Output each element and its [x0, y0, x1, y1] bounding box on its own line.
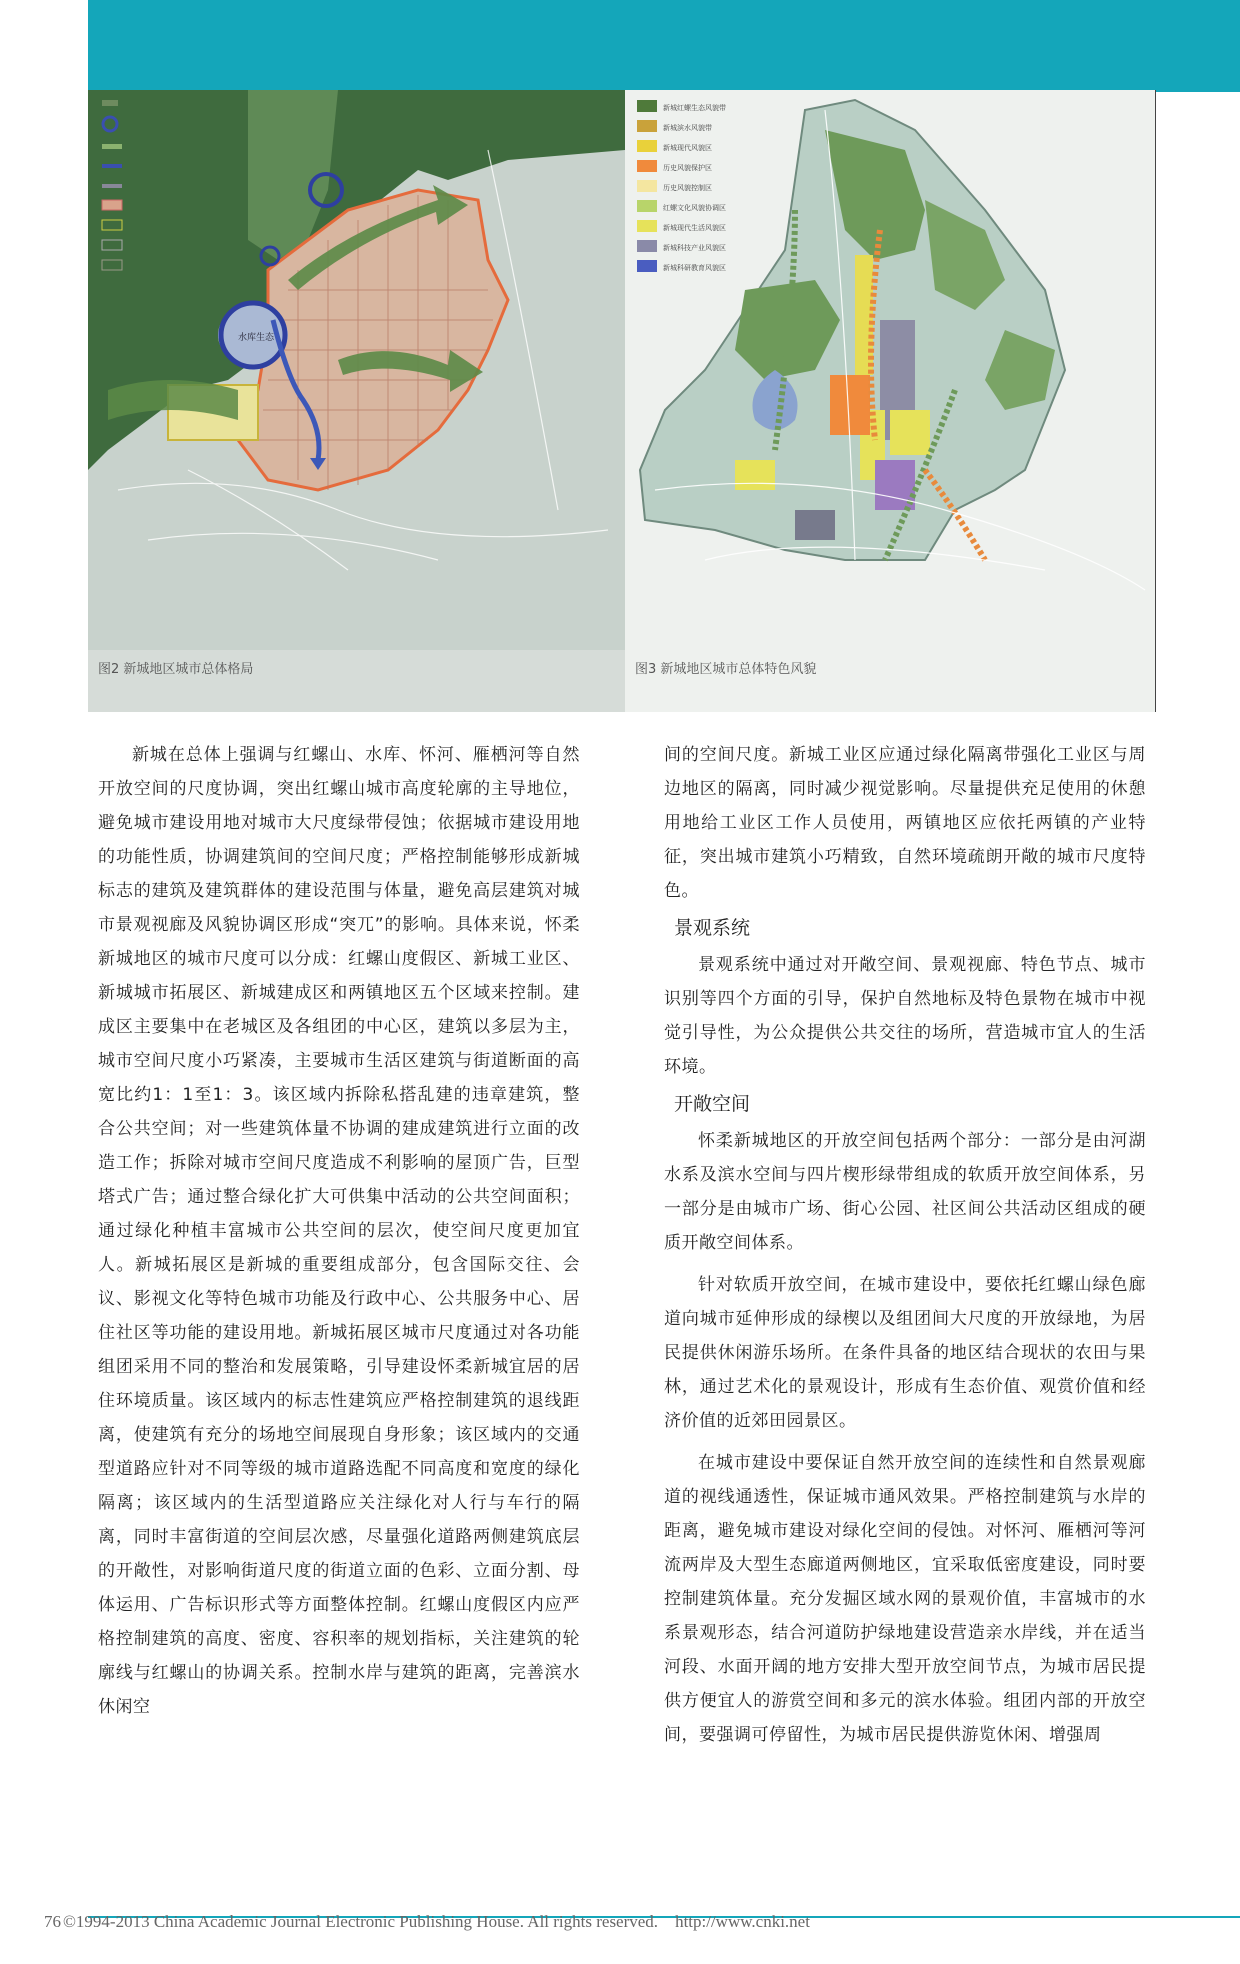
- figure-2-map: [88, 90, 625, 712]
- legend-swatch: [637, 140, 657, 152]
- body-paragraph: 怀柔新城地区的开放空间包括两个部分：一部分是由河湖水系及滨水空间与四片楔形绿带组成的软质开放空间体系，另一部分是由城市广场、街心公园、社区间公共活动区组成的硬质开敞空间体系。: [664, 1131, 1146, 1253]
- legend-label: 历史风貌保护区: [663, 164, 712, 172]
- legend-label: 新城科技产业风貌区: [663, 244, 726, 252]
- legend-swatch: [637, 260, 657, 272]
- legend-swatch: [637, 160, 657, 172]
- figure-3-map: [625, 90, 1155, 712]
- legend-swatch: [637, 180, 657, 192]
- header-color-bar: [88, 0, 1240, 90]
- body-paragraph: 景观系统中通过对开敞空间、景观视廊、特色节点、城市识别等四个方面的引导，保护自然地标及特色景物在城市中视觉引导性，为公众提供公共交往的场所，营造城市宜人的生活环境。: [664, 955, 1146, 1077]
- figure-3-caption: 图3 新城地区城市总体特色风貌: [635, 662, 817, 677]
- paragraph-spacer: [664, 1438, 1146, 1446]
- figure-2-illustration: [88, 90, 625, 712]
- legend-label: 新城科研教育风貌区: [663, 264, 726, 272]
- text-column-right: [664, 738, 1146, 1752]
- body-paragraph: 在城市建设中要保证自然开放空间的连续性和自然景观廊道的视线通透性，保证城市通风效果。严格控制建筑与水岸的距离，避免城市建设对绿化空间的侵蚀。对怀河、雁栖河等河流两岸及大型生态廊道两侧地区，宜采取低密度建设，同时要控制建筑体量。充分发掘区域水网的景观价值，丰富城市的水系景观形态，结合河道防护绿地建设营造亲水岸线，并在适当河段、水面开阔的地方安排大型开放空间节点，为城市居民提供方便宜人的游赏空间和多元的滨水体验。组团内部的开放空间，要强调可停留性，为城市居民提供游览休闲、增强周: [664, 1453, 1146, 1745]
- footer-url[interactable]: http://www.cnki.net: [675, 1912, 810, 1931]
- text-column-left: [98, 738, 580, 1724]
- legend-label: 历史风貌控制区: [663, 184, 712, 192]
- legend-swatch: [637, 100, 657, 112]
- page-number: 76: [44, 1912, 61, 1931]
- legend-label: 新城滨水风貌带: [663, 124, 712, 132]
- legend-swatch: [637, 240, 657, 252]
- legend-swatch: [637, 120, 657, 132]
- body-paragraph: 间的空间尺度。新城工业区应通过绿化隔离带强化工业区与周边地区的隔离，同时减少视觉影响。尽量提供充足使用的休憩用地给工业区工作人员使用，两镇地区应依托两镇的产业特征，突出城市建筑小巧精致，自然环境疏朗开敞的城市尺度特色。: [664, 745, 1146, 901]
- paragraph-spacer: [664, 1260, 1146, 1268]
- section-heading: 开敞空间: [674, 1093, 751, 1115]
- body-paragraph: 针对软质开放空间，在城市建设中，要依托红螺山绿色廊道向城市延伸形成的绿楔以及组团间大尺度的开放绿地，为居民提供休闲游乐场所。在条件具备的地区结合现状的农田与果林，通过艺术化的景观设计，形成有生态价值、观赏价值和经济价值的近郊田园景区。: [664, 1275, 1146, 1431]
- copyright-text: ©1994-2013 China Academic Journal Electronic Publishing House. All rights reserved.: [63, 1912, 659, 1931]
- legend-label: 新城红螺生态风貌带: [663, 104, 726, 112]
- figure-2-caption: 图2 新城地区城市总体格局: [98, 662, 254, 677]
- reservoir-label: 水库生态: [238, 333, 275, 343]
- body-paragraph: 新城在总体上强调与红螺山、水库、怀河、雁栖河等自然开放空间的尺度协调，突出红螺山城市高度轮廓的主导地位，避免城市建设用地对城市大尺度绿带侵蚀；依据城市建设用地的功能性质，协调建筑间的空间尺度；严格控制能够形成新城标志的建筑及建筑群体的建设范围与体量，避免高层建筑对城市景观视廊及风貌协调区形成“突兀”的影响。具体来说，怀柔新城地区的城市尺度可以分成：红螺山度假区、新城工业区、新城城市拓展区、新城建成区和两镇地区五个区域来控制。建成区主要集中在老城区及各组团的中心区，建筑以多层为主，城市空间尺度小巧紧凑，主要城市生活区建筑与街道断面的高宽比约1：1至1：3。该区域内拆除私搭乱建的违章建筑，整合公共空间；对一些建筑体量不协调的建成建筑进行立面的改造工作；拆除对城市空间尺度造成不利影响的屋顶广告，巨型塔式广告；通过整合绿化扩大可供集中活动的公共空间面积；通过绿化种植丰富城市公共空间的层次，使空间尺度更加宜人。新城拓展区是新城的重要组成部分，包含国际交往、会议、影视文化等特色城市功能及行政中心、公共服务中心、居住社区等功能的建设用地。新城拓展区城市尺度通过对各功能组团采用不同的整治和发展策略，引导建设怀柔新城宜居的居住环境质量。该区域内的标志性建筑应严格控制建筑的退线距离，使建筑有充分的场地空间展现自身形象；该区域内的交通型道路应针对不同等级的城市道路选配不同高度和宽度的绿化隔离；该区域内的生活型道路应关注绿化对人行与车行的隔离，同时丰富街道的空间层次感，尽量强化道路两侧建筑底层的开敞性，对影响街道尺度的街道立面的色彩、立面分割、母体运用、广告标识形式等方面整体控制。红螺山度假区内应严格控制建筑的高度、密度、容积率的规划指标，关注建筑的轮廓线与红螺山的协调关系。控制水岸与建筑的距离，完善滨水休闲空: [98, 745, 580, 1717]
- legend-swatch: [637, 220, 657, 232]
- section-heading: 景观系统: [674, 917, 751, 939]
- figure-frame-line: [1155, 90, 1156, 712]
- legend-swatch: [637, 200, 657, 212]
- legend-label: 红螺文化风貌协调区: [663, 204, 726, 212]
- legend-label: 新城现代风貌区: [663, 144, 712, 152]
- figure-3-illustration: [625, 90, 1155, 712]
- page-footer: [44, 1912, 810, 1932]
- header-bar-edge: [1155, 90, 1240, 92]
- legend-label: 新城现代生活风貌区: [663, 224, 726, 232]
